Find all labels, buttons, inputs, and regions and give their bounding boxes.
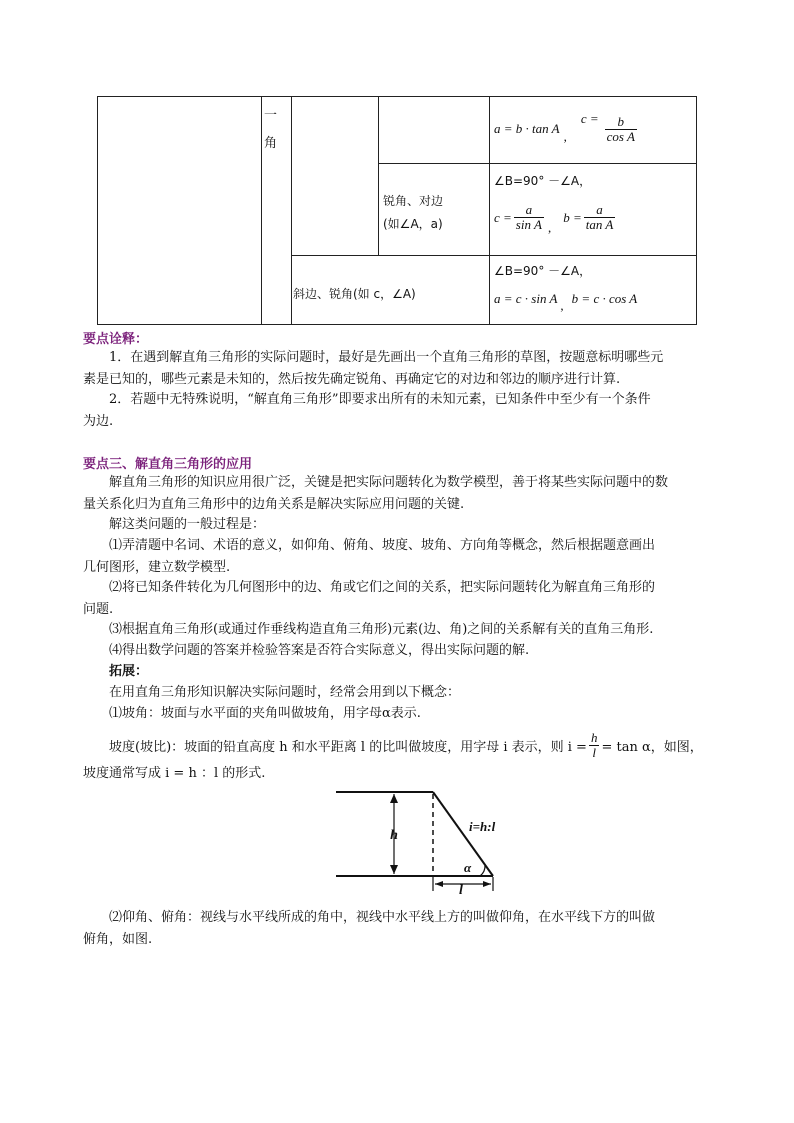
- figure-label-alpha: α: [464, 860, 472, 875]
- process-title-text: 解这类问题的一般过程是：: [109, 517, 266, 532]
- row2-formulas: [494, 202, 617, 235]
- table-col2-text: [264, 102, 277, 158]
- notes-heading: 要点诠释：: [83, 332, 149, 347]
- row2-label: [383, 190, 443, 236]
- row2-b-lhs: b =: [563, 209, 582, 225]
- row1-c-num: b: [605, 115, 637, 130]
- slope-form-text: 坡度通常写成 i = h ：l 的形式.: [83, 766, 266, 781]
- slope-fraction-num: h: [590, 729, 598, 745]
- slope-definition: [109, 724, 703, 766]
- section3-intro: [83, 472, 723, 516]
- row2-label-line2: (如∠A，a): [383, 217, 443, 231]
- row2-c-fraction: [514, 203, 544, 232]
- step-1-line-1: ⑴弄清题中名词、术语的意义，如仰角、俯角、坡度、坡角、方向角等概念，然后根据题意画出: [109, 538, 656, 553]
- step-1-line-2: 几何图形，建立数学模型.: [83, 560, 231, 575]
- col2-char-1: 一: [264, 108, 278, 123]
- row1-c-den: cos A: [606, 128, 635, 144]
- slope-definition-part-1: 坡度(坡比)：坡面的铅直高度 h 和水平距离 l 的比叫做坡度，用字母 i 表示，则 i =: [109, 739, 587, 755]
- row2-b-fraction: [584, 203, 616, 232]
- extend-title-text: 拓展：: [109, 664, 149, 679]
- row2-angle-relation: ∠B=90° －∠A，: [494, 174, 592, 188]
- slope-angle-definition-text: ⑴坡角：坡面与水平面的夹角叫做坡角，用字母α表示.: [109, 706, 421, 721]
- row2-c-num: a: [514, 203, 544, 218]
- row1-c-lhs: c =: [580, 111, 599, 126]
- col2-char-2: 角: [264, 136, 278, 151]
- step-3-text: ⑶根据直角三角形(或通过作垂线构造直角三角形)元素(边、角)之间的关系解有关的直角三角形.: [109, 622, 654, 637]
- row3-formula-b: b = c · cos A: [571, 291, 638, 306]
- row3-separator: ,: [560, 298, 564, 313]
- row2-b-den: tan A: [585, 217, 614, 232]
- row1-c-fraction: [605, 115, 637, 144]
- extend-intro: [83, 682, 723, 704]
- step-1: [83, 535, 723, 579]
- step-2-line-2: 问题.: [83, 602, 114, 617]
- step-3: [83, 619, 723, 641]
- row2-label-line1: 锐角、对边: [383, 194, 444, 208]
- extend-intro-text: 在用直角三角形知识解决实际问题时，经常会用到以下概念：: [109, 685, 461, 700]
- intro-line-2: 量关系化归为直角三角形中的边角关系是解决实际应用问题的关键.: [83, 497, 465, 512]
- row2-separator: ,: [547, 219, 552, 235]
- row3-angle-relation: ∠B=90° －∠A，: [494, 264, 592, 278]
- note-1-line-2: 素是已知的，哪些元素是未知的，然后按先确定锐角、再确定它的对边和邻边的顺序进行计算.: [83, 372, 621, 387]
- row3-formulas: [494, 291, 638, 313]
- note-1: [83, 347, 723, 391]
- section3-heading: 要点三、解直角三角形的应用: [83, 457, 253, 472]
- slope-figure: [330, 785, 510, 897]
- slope-fraction-den: l: [592, 744, 597, 760]
- note-1-line-1: 1．在遇到解直角三角形的实际问题时，最好是先画出一个直角三角形的草图，按题意标明哪些元: [109, 350, 664, 365]
- step-2: [83, 577, 723, 621]
- figure-label-l: l: [459, 883, 463, 897]
- row3-label: 斜边、锐角(如 c，∠A): [293, 287, 416, 301]
- elevation-definition: [83, 907, 723, 951]
- slope-fraction: [589, 731, 600, 760]
- step-4: [83, 640, 723, 662]
- extend-title: [83, 661, 723, 683]
- note-2-line-2: 为边.: [83, 414, 114, 429]
- row2-c-lhs: c =: [494, 209, 512, 225]
- elevation-line-2: 俯角，如图.: [83, 932, 153, 947]
- figure-label-h: h: [390, 828, 398, 843]
- row3-formula-a: a = c · sin A: [494, 291, 558, 306]
- intro-line-1: 解直角三角形的知识应用很广泛，关键是把实际问题转化为数学模型，善于将某些实际问题中的数: [109, 475, 669, 490]
- note-2-line-1: 2．若题中无特殊说明，“解直角三角形”即要求出所有的未知元素，已知条件中至少有一个条件: [109, 392, 651, 407]
- row1-formula-a: a = b · tan A: [494, 121, 560, 136]
- row1-separator: ,: [563, 129, 567, 144]
- step-2-line-1: ⑵将已知条件转化为几何图形中的边、角或它们之间的关系，把实际问题转化为解直角三角形的: [109, 580, 656, 595]
- row2-c-den: sin A: [515, 217, 542, 232]
- elevation-line-1: ⑵仰角、俯角：视线与水平线所成的角中，视线中水平线上方的叫做仰角，在水平线下方的叫做: [109, 910, 656, 925]
- process-title: [83, 514, 723, 536]
- slope-definition-part-2: = tan α，如图，: [601, 739, 703, 755]
- step-4-text: ⑷得出数学问题的答案并检验答案是否符合实际意义，得出实际问题的解.: [109, 643, 530, 658]
- slope-angle-definition: [83, 703, 723, 725]
- slope-form: [83, 763, 723, 785]
- row2-b-num: a: [584, 203, 616, 218]
- note-2: [83, 389, 723, 433]
- row1-formulas: [494, 112, 639, 146]
- figure-label-ratio: i=h:l: [469, 819, 496, 834]
